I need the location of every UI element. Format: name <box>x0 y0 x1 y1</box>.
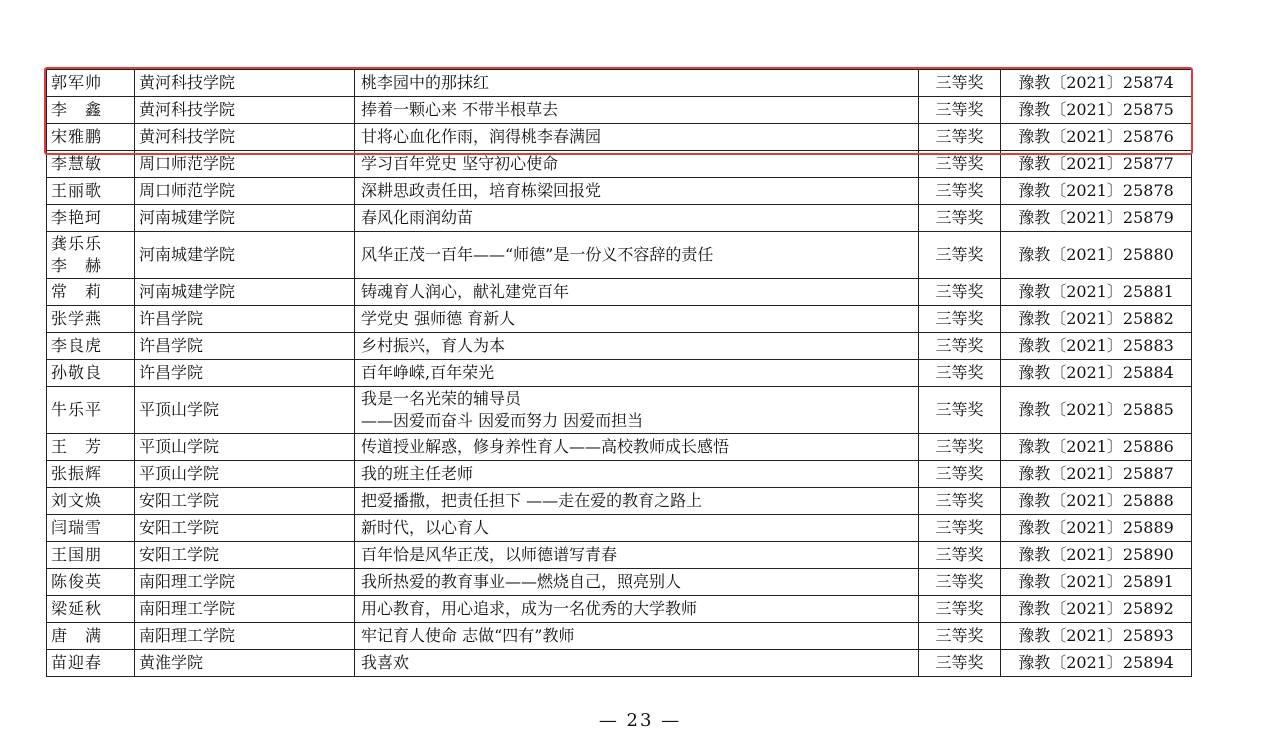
author-name-cell-line: 李 赫 <box>51 256 103 275</box>
award-level-cell: 三等奖 <box>919 569 1001 596</box>
author-name-cell-line: 唐 满 <box>51 626 103 645</box>
author-name-cell-line: 张振辉 <box>51 464 103 483</box>
table-row <box>47 515 1192 542</box>
author-name-cell <box>47 124 135 151</box>
document-number-cell: 豫教〔2021〕25875 <box>1001 97 1192 124</box>
document-number-cell: 豫教〔2021〕25888 <box>1001 488 1192 515</box>
table-row <box>47 70 1192 97</box>
author-name-cell <box>47 515 135 542</box>
author-name-cell <box>47 569 135 596</box>
award-level-cell: 三等奖 <box>919 360 1001 387</box>
author-name-cell-line: 王 芳 <box>51 437 103 456</box>
author-name-cell-line: 宋雅鹏 <box>51 127 103 146</box>
work-title-cell <box>355 70 919 97</box>
award-level-cell: 三等奖 <box>919 97 1001 124</box>
work-title-cell-line: 捧着一颗心来 不带半根草去 <box>361 100 559 119</box>
school-cell: 许昌学院 <box>135 360 355 387</box>
work-title-cell-line: 风华正茂一百年——“师德”是一份义不容辞的责任 <box>361 245 714 264</box>
work-title-cell <box>355 650 919 677</box>
document-number-cell: 豫教〔2021〕25882 <box>1001 306 1192 333</box>
work-title-cell-line: 学习百年党史 坚守初心使命 <box>361 154 559 173</box>
work-title-cell-line: 我是一名光荣的辅导员 <box>361 389 522 408</box>
school-cell: 安阳工学院 <box>135 488 355 515</box>
work-title-cell-line: 牢记育人使命 志做“四有”教师 <box>361 626 575 645</box>
work-title-cell-line: 乡村振兴，育人为本 <box>361 336 506 355</box>
table-row <box>47 306 1192 333</box>
award-level-cell: 三等奖 <box>919 434 1001 461</box>
author-name-cell <box>47 623 135 650</box>
work-title-cell-line: 春风化雨润幼苗 <box>361 208 474 227</box>
document-number-cell: 豫教〔2021〕25877 <box>1001 151 1192 178</box>
work-title-cell-line: 百年恰是风华正茂，以师德谱写青春 <box>361 545 618 564</box>
document-number-cell: 豫教〔2021〕25890 <box>1001 542 1192 569</box>
work-title-cell <box>355 488 919 515</box>
school-cell: 黄河科技学院 <box>135 70 355 97</box>
author-name-cell-line: 李慧敏 <box>51 154 103 173</box>
author-name-cell-line: 陈俊英 <box>51 572 103 591</box>
work-title-cell <box>355 151 919 178</box>
table-row <box>47 333 1192 360</box>
school-cell: 河南城建学院 <box>135 279 355 306</box>
author-name-cell <box>47 360 135 387</box>
school-cell: 平顶山学院 <box>135 434 355 461</box>
table-row <box>47 178 1192 205</box>
school-cell: 黄河科技学院 <box>135 97 355 124</box>
school-cell: 黄淮学院 <box>135 650 355 677</box>
table-row <box>47 205 1192 232</box>
author-name-cell <box>47 178 135 205</box>
author-name-cell-line: 苗迎春 <box>51 653 103 672</box>
work-title-cell <box>355 569 919 596</box>
document-number-cell: 豫教〔2021〕25885 <box>1001 387 1192 434</box>
work-title-cell <box>355 232 919 279</box>
table-row <box>47 650 1192 677</box>
table-row <box>47 623 1192 650</box>
author-name-cell-line: 梁延秋 <box>51 599 103 618</box>
work-title-cell <box>355 124 919 151</box>
award-level-cell: 三等奖 <box>919 623 1001 650</box>
award-level-cell: 三等奖 <box>919 279 1001 306</box>
author-name-cell <box>47 488 135 515</box>
table-row <box>47 542 1192 569</box>
work-title-cell-line: ——因爱而奋斗 因爱而努力 因爱而担当 <box>361 411 644 430</box>
author-name-cell <box>47 650 135 677</box>
work-title-cell <box>355 596 919 623</box>
work-title-cell-line: 我喜欢 <box>361 653 410 672</box>
table-row <box>47 488 1192 515</box>
work-title-cell-line: 百年峥嵘,百年荣光 <box>361 363 495 382</box>
table-row <box>47 461 1192 488</box>
work-title-cell-line: 我的班主任老师 <box>361 464 474 483</box>
author-name-cell <box>47 461 135 488</box>
document-number-cell: 豫教〔2021〕25886 <box>1001 434 1192 461</box>
author-name-cell-line: 李艳珂 <box>51 208 103 227</box>
school-cell: 河南城建学院 <box>135 232 355 279</box>
document-number-cell: 豫教〔2021〕25880 <box>1001 232 1192 279</box>
table-row <box>47 569 1192 596</box>
award-level-cell: 三等奖 <box>919 178 1001 205</box>
author-name-cell-line: 龚乐乐 <box>51 234 103 253</box>
work-title-cell <box>355 387 919 434</box>
document-number-cell: 豫教〔2021〕25892 <box>1001 596 1192 623</box>
award-level-cell: 三等奖 <box>919 151 1001 178</box>
school-cell: 平顶山学院 <box>135 387 355 434</box>
author-name-cell-line: 常 莉 <box>51 282 103 301</box>
author-name-cell <box>47 387 135 434</box>
author-name-cell-line: 牛乐平 <box>51 400 103 419</box>
work-title-cell <box>355 434 919 461</box>
document-number-cell: 豫教〔2021〕25893 <box>1001 623 1192 650</box>
page-number: — 23 — <box>598 710 682 731</box>
document-number-cell: 豫教〔2021〕25878 <box>1001 178 1192 205</box>
document-number-cell: 豫教〔2021〕25881 <box>1001 279 1192 306</box>
school-cell: 许昌学院 <box>135 333 355 360</box>
school-cell: 安阳工学院 <box>135 542 355 569</box>
work-title-cell <box>355 542 919 569</box>
school-cell: 平顶山学院 <box>135 461 355 488</box>
author-name-cell <box>47 596 135 623</box>
award-level-cell: 三等奖 <box>919 70 1001 97</box>
author-name-cell <box>47 279 135 306</box>
document-number-cell: 豫教〔2021〕25894 <box>1001 650 1192 677</box>
table-row <box>47 279 1192 306</box>
award-level-cell: 三等奖 <box>919 387 1001 434</box>
award-level-cell: 三等奖 <box>919 333 1001 360</box>
award-level-cell: 三等奖 <box>919 461 1001 488</box>
award-level-cell: 三等奖 <box>919 232 1001 279</box>
work-title-cell <box>355 360 919 387</box>
author-name-cell <box>47 333 135 360</box>
document-number-cell: 豫教〔2021〕25891 <box>1001 569 1192 596</box>
school-cell: 黄河科技学院 <box>135 124 355 151</box>
award-level-cell: 三等奖 <box>919 650 1001 677</box>
author-name-cell <box>47 232 135 279</box>
author-name-cell <box>47 434 135 461</box>
author-name-cell-line: 王丽歌 <box>51 181 103 200</box>
author-name-cell-line: 李 鑫 <box>51 100 103 119</box>
table-row <box>47 360 1192 387</box>
author-name-cell <box>47 97 135 124</box>
table-row <box>47 596 1192 623</box>
document-number-cell: 豫教〔2021〕25879 <box>1001 205 1192 232</box>
document-number-cell: 豫教〔2021〕25884 <box>1001 360 1192 387</box>
award-level-cell: 三等奖 <box>919 205 1001 232</box>
school-cell: 河南城建学院 <box>135 205 355 232</box>
work-title-cell <box>355 97 919 124</box>
author-name-cell-line: 郭军帅 <box>51 73 103 92</box>
award-level-cell: 三等奖 <box>919 596 1001 623</box>
work-title-cell-line: 用心教育，用心追求，成为一名优秀的大学教师 <box>361 599 698 618</box>
table-row <box>47 232 1192 279</box>
author-name-cell <box>47 306 135 333</box>
award-table-body <box>47 70 1192 677</box>
table-row <box>47 124 1192 151</box>
school-cell: 周口师范学院 <box>135 151 355 178</box>
author-name-cell-line: 张学燕 <box>51 309 103 328</box>
author-name-cell-line: 孙敬良 <box>51 363 103 382</box>
work-title-cell-line: 学党史 强师德 育新人 <box>361 309 516 328</box>
document-number-cell: 豫教〔2021〕25874 <box>1001 70 1192 97</box>
work-title-cell-line: 新时代，以心育人 <box>361 518 490 537</box>
work-title-cell-line: 深耕思政责任田，培育栋梁回报党 <box>361 181 602 200</box>
document-number-cell: 豫教〔2021〕25876 <box>1001 124 1192 151</box>
table-row <box>47 97 1192 124</box>
school-cell: 南阳理工学院 <box>135 569 355 596</box>
work-title-cell-line: 桃李园中的那抹红 <box>361 73 490 92</box>
award-level-cell: 三等奖 <box>919 542 1001 569</box>
author-name-cell <box>47 70 135 97</box>
work-title-cell <box>355 515 919 542</box>
document-number-cell: 豫教〔2021〕25883 <box>1001 333 1192 360</box>
school-cell: 安阳工学院 <box>135 515 355 542</box>
work-title-cell-line: 铸魂育人润心，献礼建党百年 <box>361 282 570 301</box>
author-name-cell <box>47 542 135 569</box>
document-number-cell: 豫教〔2021〕25887 <box>1001 461 1192 488</box>
work-title-cell-line: 甘将心血化作雨，润得桃李春满园 <box>361 127 602 146</box>
author-name-cell <box>47 151 135 178</box>
table-row <box>47 151 1192 178</box>
award-level-cell: 三等奖 <box>919 124 1001 151</box>
award-level-cell: 三等奖 <box>919 515 1001 542</box>
school-cell: 周口师范学院 <box>135 178 355 205</box>
work-title-cell <box>355 205 919 232</box>
award-table <box>46 69 1192 677</box>
document-number-cell: 豫教〔2021〕25889 <box>1001 515 1192 542</box>
school-cell: 许昌学院 <box>135 306 355 333</box>
work-title-cell <box>355 461 919 488</box>
school-cell: 南阳理工学院 <box>135 596 355 623</box>
work-title-cell <box>355 178 919 205</box>
author-name-cell-line: 李良虎 <box>51 336 103 355</box>
work-title-cell <box>355 306 919 333</box>
work-title-cell-line: 把爱播撒，把责任担下 ——走在爱的教育之路上 <box>361 491 703 510</box>
work-title-cell <box>355 279 919 306</box>
award-level-cell: 三等奖 <box>919 306 1001 333</box>
table-row <box>47 434 1192 461</box>
school-cell: 南阳理工学院 <box>135 623 355 650</box>
author-name-cell <box>47 205 135 232</box>
table-row <box>47 387 1192 434</box>
award-level-cell: 三等奖 <box>919 488 1001 515</box>
work-title-cell <box>355 623 919 650</box>
author-name-cell-line: 王国朋 <box>51 545 103 564</box>
author-name-cell-line: 刘文焕 <box>51 491 103 510</box>
work-title-cell-line: 我所热爱的教育事业——燃烧自己，照亮别人 <box>361 572 682 591</box>
author-name-cell-line: 闫瑞雪 <box>51 518 103 537</box>
work-title-cell <box>355 333 919 360</box>
work-title-cell-line: 传道授业解惑，修身养性育人——高校教师成长感悟 <box>361 437 730 456</box>
